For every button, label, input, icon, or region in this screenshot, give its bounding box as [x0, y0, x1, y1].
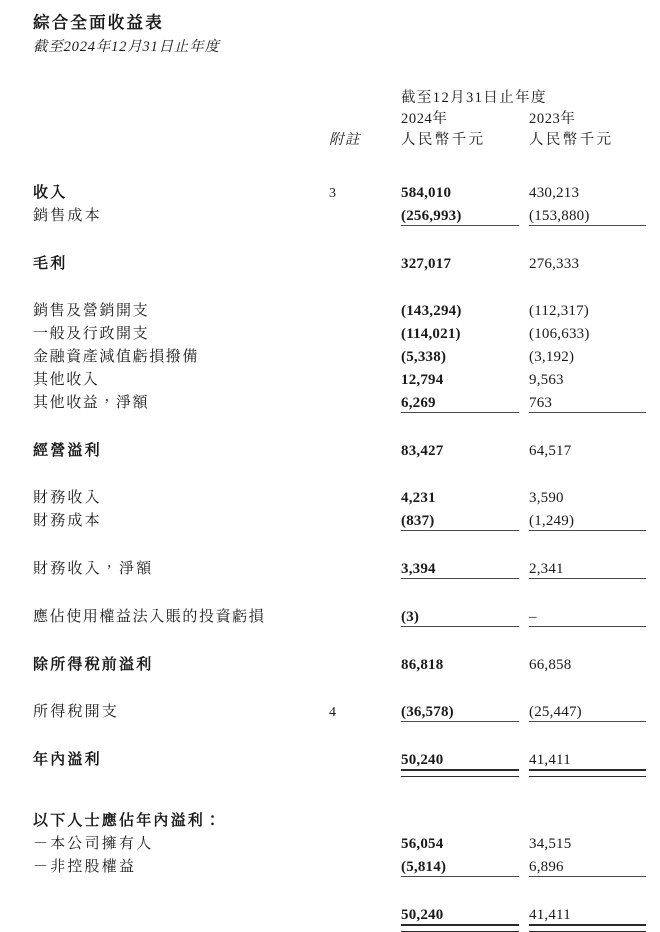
- row-note: [329, 437, 389, 460]
- row-value-2024: 327,017: [401, 255, 452, 272]
- row-note: [329, 853, 389, 876]
- row-value-2023: (1,249): [529, 512, 575, 529]
- row-value-2023: 763: [529, 394, 553, 411]
- row-note: [329, 901, 389, 924]
- row-value-2023: 430,213: [529, 184, 580, 201]
- row-label: －本公司擁有人: [33, 835, 154, 852]
- row-note: [329, 343, 389, 366]
- total-double-rule: [33, 924, 646, 932]
- row-value-2024: [401, 807, 519, 830]
- row-value-2024: 50,240: [401, 906, 444, 923]
- row-label: 毛利: [33, 255, 68, 272]
- row-label: 經營溢利: [33, 442, 102, 459]
- row-note: [329, 484, 389, 507]
- row-value-2024: 83,427: [401, 442, 444, 459]
- row-value-2024: 50,240: [401, 751, 444, 768]
- row-value-2024: 3,394: [401, 560, 436, 577]
- table-row-owners-of-company: [33, 830, 646, 853]
- row-label: 財務成本: [33, 512, 102, 529]
- spacer: [33, 877, 646, 901]
- row-value-2023: 34,515: [529, 835, 572, 852]
- table-row-impairment: [33, 343, 646, 366]
- table-row-income-tax: [33, 698, 646, 721]
- table-row-finance-costs: [33, 507, 646, 530]
- row-value-2023: 2,341: [529, 560, 564, 577]
- row-label: 銷售及營銷開支: [33, 302, 150, 319]
- page-subtitle: 截至2024年12月31日止年度: [33, 39, 220, 56]
- page-title: 綜合全面收益表: [33, 13, 164, 32]
- header-year-2024: 2024年: [401, 110, 448, 127]
- row-label: 除所得稅前溢利: [33, 656, 154, 673]
- row-note: [329, 830, 389, 853]
- row-value-2023: (106,633): [529, 325, 590, 342]
- double-rule-2024: [401, 924, 519, 932]
- spacer: [33, 460, 646, 484]
- row-label: 金融資產減值虧損撥備: [33, 348, 200, 365]
- total-double-rule: [33, 769, 646, 777]
- row-value-2024: (5,814): [401, 858, 447, 875]
- table-row-finance-net: [33, 555, 646, 578]
- row-note: [329, 366, 389, 389]
- header-currency-2023: 人民幣千元: [529, 131, 614, 148]
- row-value-2024: (256,993): [401, 207, 462, 224]
- table-row-attribution-heading: [33, 807, 646, 830]
- row-note: [329, 807, 389, 830]
- header-period-span: 截至12月31日止年度: [401, 89, 547, 106]
- row-label: 應佔使用權益法入賬的投資虧損: [33, 608, 266, 625]
- row-value-2023: [529, 807, 646, 830]
- row-value-2023: (25,447): [529, 703, 582, 720]
- header-note-label: 附註: [329, 131, 361, 148]
- row-value-2024: 6,269: [401, 394, 436, 411]
- row-value-2023: (3,192): [529, 348, 575, 365]
- row-label: －非控股權益: [33, 858, 137, 875]
- spacer: [33, 273, 646, 297]
- row-value-2024: (114,021): [401, 325, 461, 342]
- header-year-2023: 2023年: [529, 110, 576, 127]
- header-currency-2024: 人民幣千元: [401, 131, 486, 148]
- spacer: [33, 226, 646, 250]
- row-value-2024: 56,054: [401, 835, 444, 852]
- table-row-operating-profit: [33, 437, 646, 460]
- row-note: [329, 507, 389, 530]
- double-rule-2023: [529, 769, 646, 777]
- double-rule-2024: [401, 769, 519, 777]
- table-row-gross-profit: [33, 250, 646, 273]
- row-label: 其他收益，淨額: [33, 394, 150, 411]
- row-value-2024: 12,794: [401, 371, 444, 388]
- row-label: 銷售成本: [33, 207, 102, 224]
- table-row-profit-before-tax: [33, 651, 646, 674]
- spacer: [33, 149, 646, 179]
- spacer: [33, 722, 646, 746]
- double-rule-2023: [529, 924, 646, 932]
- row-note: [329, 202, 389, 225]
- table-header-currency-row: [33, 128, 646, 149]
- row-note: 3: [329, 185, 336, 201]
- row-label: 其他收入: [33, 371, 100, 388]
- row-value-2023: –: [529, 608, 537, 625]
- table-row-selling-expenses: [33, 297, 646, 320]
- table-row-attribution-total: [33, 901, 646, 924]
- row-value-2023: 276,333: [529, 255, 580, 272]
- row-value-2023: (153,880): [529, 207, 590, 224]
- row-note: [329, 555, 389, 578]
- row-value-2024: (36,578): [401, 703, 454, 720]
- row-note: [329, 250, 389, 273]
- row-value-2023: 6,896: [529, 858, 564, 875]
- spacer: [33, 531, 646, 555]
- row-label: 一般及行政開支: [33, 325, 150, 342]
- table-row-non-controlling-interests: [33, 853, 646, 876]
- income-statement-table: [33, 86, 646, 932]
- row-value-2024: 584,010: [401, 184, 452, 201]
- table-row-profit-for-year: [33, 746, 646, 769]
- table-row-other-income: [33, 366, 646, 389]
- row-value-2023: 66,858: [529, 656, 572, 673]
- row-note: [329, 746, 389, 769]
- spacer: [33, 579, 646, 603]
- spacer: [33, 777, 646, 807]
- row-note: [329, 603, 389, 626]
- row-label: 財務收入，淨額: [33, 560, 154, 577]
- row-value-2023: 64,517: [529, 442, 572, 459]
- row-note: [329, 651, 389, 674]
- row-note: 4: [329, 704, 336, 720]
- row-value-2023: 9,563: [529, 371, 564, 388]
- row-value-2023: (112,317): [529, 302, 589, 319]
- row-value-2023: 41,411: [529, 751, 571, 768]
- spacer: [33, 674, 646, 698]
- table-row-other-gains: [33, 389, 646, 412]
- row-value-2024: (3): [401, 608, 420, 625]
- row-note: [329, 320, 389, 343]
- row-label: [33, 901, 329, 924]
- table-row-admin-expenses: [33, 320, 646, 343]
- table-header-period-row: [33, 86, 646, 107]
- row-label: 財務收入: [33, 489, 102, 506]
- row-label: 收入: [33, 184, 68, 201]
- spacer: [33, 413, 646, 437]
- row-value-2024: (837): [401, 512, 435, 529]
- table-row-revenue: [33, 179, 646, 202]
- row-value-2023: 3,590: [529, 489, 564, 506]
- row-label: 所得稅開支: [33, 703, 120, 720]
- table-header-year-row: [33, 107, 646, 128]
- row-note: [329, 389, 389, 412]
- row-value-2024: 86,818: [401, 656, 444, 673]
- row-note: [329, 297, 389, 320]
- row-label: 以下人士應佔年內溢利：: [33, 812, 223, 829]
- spacer: [33, 627, 646, 651]
- row-value-2024: (143,294): [401, 302, 462, 319]
- table-row-cost-of-sales: [33, 202, 646, 225]
- row-label: 年內溢利: [33, 751, 102, 768]
- table-row-finance-income: [33, 484, 646, 507]
- table-row-equity-method-loss: [33, 603, 646, 626]
- row-value-2023: 41,411: [529, 906, 571, 923]
- row-value-2024: 4,231: [401, 489, 436, 506]
- row-value-2024: (5,338): [401, 348, 447, 365]
